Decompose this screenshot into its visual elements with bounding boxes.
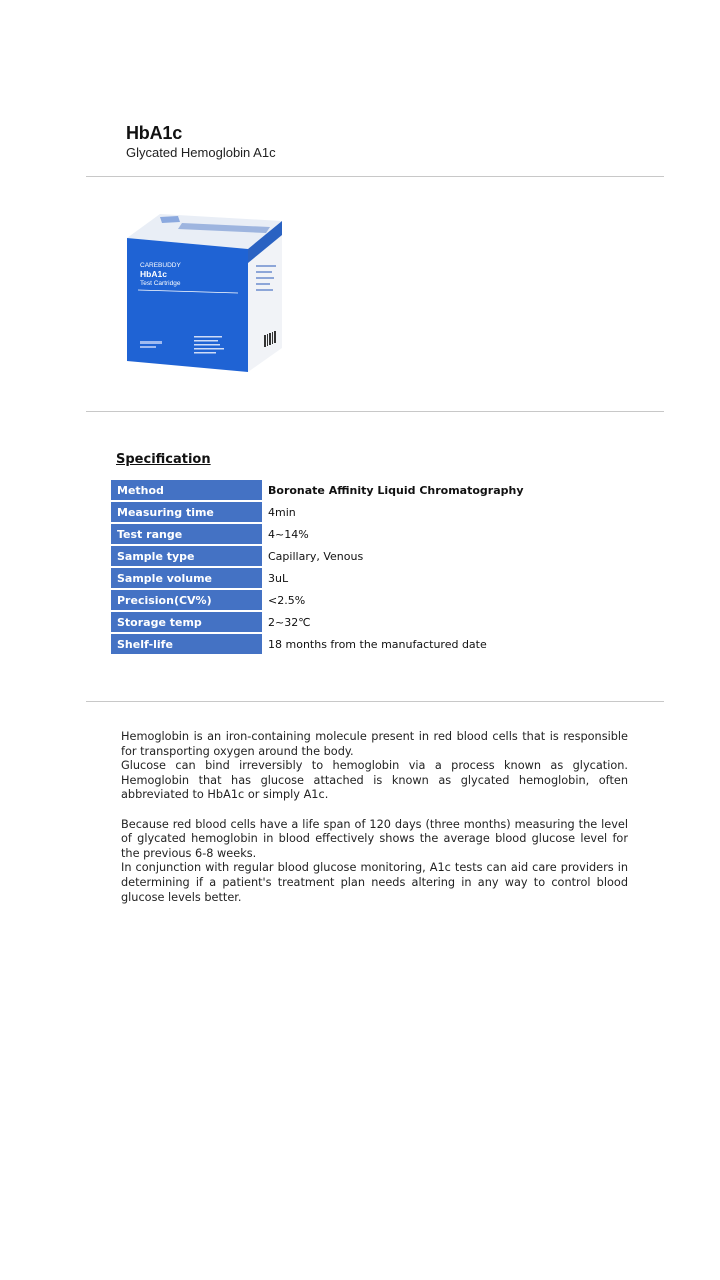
divider-top <box>86 176 664 177</box>
spec-key: Method <box>110 480 264 502</box>
table-row <box>110 612 558 634</box>
box-type-text: Test Cartridge <box>140 280 181 287</box>
specification-heading: Specification <box>116 452 211 467</box>
table-row <box>110 568 558 590</box>
spec-key: Sample type <box>110 546 264 568</box>
description-paragraph: In conjunction with regular blood glucose monitoring, A1c tests can aid care providers in determining if a patient's treatment plan needs altering in any way to control blood glucose levels better. <box>121 861 628 904</box>
spec-value: 4min <box>264 502 558 524</box>
spec-value: 4~14% <box>264 524 558 546</box>
spec-key: Sample volume <box>110 568 264 590</box>
page-subtitle: Glycated Hemoglobin A1c <box>126 145 276 160</box>
spec-value: 2~32℃ <box>264 612 558 634</box>
table-row <box>110 524 558 546</box>
specification-table <box>110 480 558 656</box>
box-brand-text: CAREBUDDY <box>140 262 181 269</box>
spec-value: 3uL <box>264 568 558 590</box>
description-paragraph: Because red blood cells have a life span of 120 days (three months) measuring the level of glycated hemoglobin in blood effectively shows the average blood glucose level for the previous 6-8 weeks. <box>121 817 628 860</box>
spec-value: Capillary, Venous <box>264 546 558 568</box>
page-title: HbA1c <box>126 123 183 143</box>
box-front-face <box>127 238 248 372</box>
spec-key: Shelf-life <box>110 634 264 656</box>
spec-value: Boronate Affinity Liquid Chromatography <box>264 480 558 502</box>
description-text <box>121 730 628 905</box>
description-paragraph: Hemoglobin is an iron-containing molecule present in red blood cells that is responsible for transporting oxygen around the body. <box>121 730 628 758</box>
divider-bottom <box>86 701 664 702</box>
table-row <box>110 634 558 656</box>
divider-middle <box>86 411 664 412</box>
spec-key: Precision(CV%) <box>110 590 264 612</box>
spec-value: <2.5% <box>264 590 558 612</box>
product-box-image <box>120 205 295 385</box>
table-row <box>110 480 558 502</box>
spec-value: 18 months from the manufactured date <box>264 634 558 656</box>
spec-key: Measuring time <box>110 502 264 524</box>
box-name-text: HbA1c <box>140 269 167 279</box>
table-row <box>110 502 558 524</box>
spec-key: Storage temp <box>110 612 264 634</box>
spec-key: Test range <box>110 524 264 546</box>
table-row <box>110 546 558 568</box>
description-paragraph: Glucose can bind irreversibly to hemoglobin via a process known as glycation. Hemoglobin that has glucose attached is known as glycated hemoglobin, often abbreviated to HbA1c or simply A1c. <box>121 759 628 802</box>
table-row <box>110 590 558 612</box>
